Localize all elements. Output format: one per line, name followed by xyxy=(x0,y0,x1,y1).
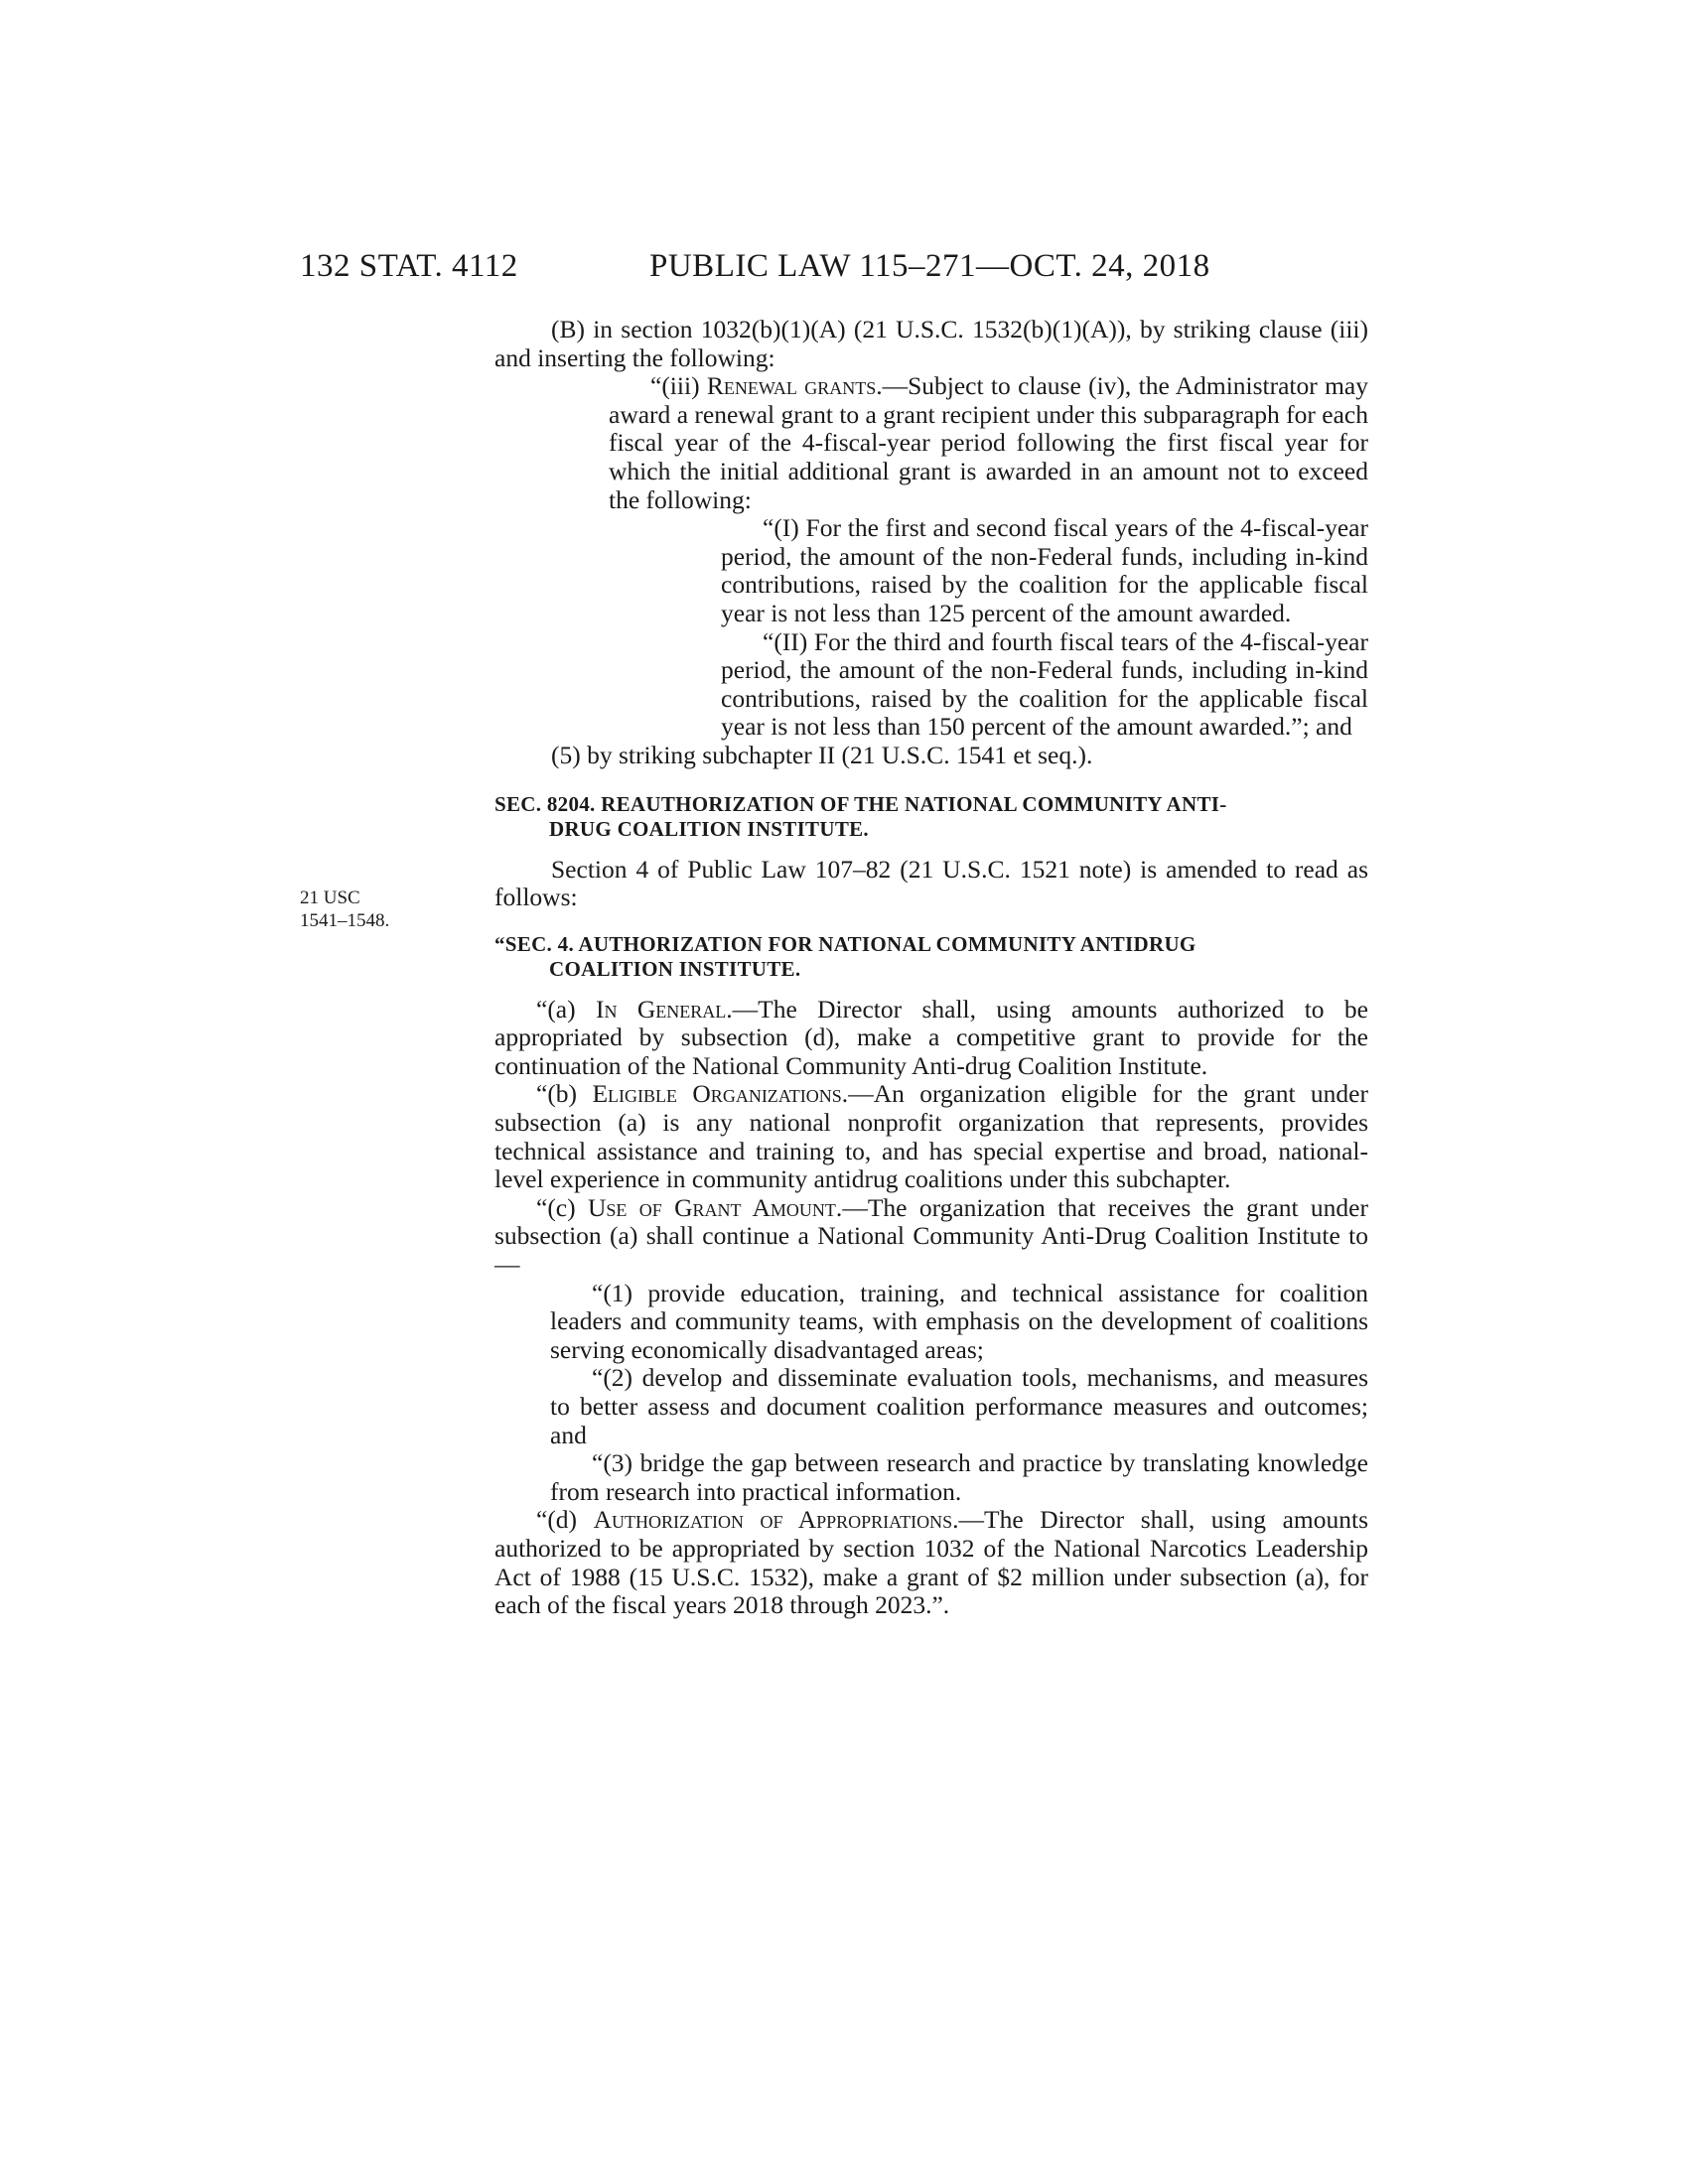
section-4-heading-line2: COALITION INSTITUTE. xyxy=(549,956,801,981)
paragraph-c3: “(3) bridge the gap between research and practice by translating knowledge from research into practical information. xyxy=(550,1448,1368,1506)
paragraph-c1: “(1) provide education, training, and technical assistance for coalition leaders and community teams, with emphasis on the development of coalitions serving economically disadvantaged areas; xyxy=(550,1278,1368,1364)
subsection-d-text: —The Director shall, using amounts authorized to be appropriated by section 1032 of the National Narcotics Leadership Act of 1988 (15 U.S.C. 1532), make a grant of $2 million under subsection (a), for each of the fiscal years 2018 through 2023.”. xyxy=(494,1505,1369,1620)
subsection-a-text: —The Director shall, using amounts authorized to be appropriated by subsection (d), make a competitive grant to provide for the continuation of the National Community Anti-drug Coalition Institute. xyxy=(494,994,1368,1080)
clause-iii xyxy=(494,372,1368,514)
subsection-b-heading: Eligible Organizations. xyxy=(592,1079,849,1109)
clause-iii-heading: Renewal grants. xyxy=(706,371,883,401)
section-8204-heading-line1: SEC. 8204. REAUTHORIZATION OF THE NATIONAL COMMUNITY ANTI- xyxy=(494,791,1227,816)
section-8204-heading-line2: DRUG COALITION INSTITUTE. xyxy=(549,816,869,841)
subsection-a xyxy=(494,996,1368,1081)
body-text xyxy=(494,316,1368,1620)
subsection-b-label: “(b) xyxy=(536,1079,593,1109)
subsection-a-label: “(a) xyxy=(536,994,596,1024)
section-4-heading-line1: “SEC. 4. AUTHORIZATION FOR NATIONAL COMMUNITY ANTIDRUG xyxy=(494,931,1196,956)
subsection-d-heading: Authorization of Appropriations. xyxy=(593,1505,959,1535)
public-law-title: PUBLIC LAW 115–271—OCT. 24, 2018 xyxy=(649,248,1210,284)
section-4-amendment: Section 4 of Public Law 107–82 (21 U.S.C. 1521 note) is amended to read as follows: xyxy=(494,854,1368,912)
paragraph-b: (B) in section 1032(b)(1)(A) (21 U.S.C. 1532(b)(1)(A)), by striking clause (iii) and inserting the following: xyxy=(494,315,1368,372)
clause-iii-label: “(iii) xyxy=(650,371,707,401)
margin-note xyxy=(300,887,429,932)
clause-iii-text: —Subject to clause (iv), the Administrator may award a renewal grant to a grant recipient under this subparagraph for each fiscal year of the 4-fiscal-year period following the first fiscal year for which the initial additional grant is awarded in an amount not to exceed the following: xyxy=(609,371,1368,514)
statute-citation: 132 STAT. 4112 xyxy=(300,248,518,284)
subsection-b xyxy=(494,1080,1368,1193)
paragraph-c2: “(2) develop and disseminate evaluation tools, mechanisms, and measures to better assess and document coalition performance measures and outcomes; and xyxy=(550,1363,1368,1449)
subsection-c-text: —The organization that receives the grant under subsection (a) shall continue a National Community Anti-Drug Coalition Institute to— xyxy=(494,1192,1368,1280)
subsection-d-label: “(d) xyxy=(536,1505,594,1535)
subclause-I: “(I) For the first and second fiscal years of the 4-fiscal-year period, the amount of the non-Federal funds, including in-kind contributions, raised by the coalition for the applicable fiscal year is not less than 125 percent of the amount awarded. xyxy=(721,513,1368,627)
subsection-c-label: “(c) xyxy=(536,1192,588,1222)
section-4-heading xyxy=(494,932,1368,982)
subsection-b-text: —An organization eligible for the grant under subsection (a) is any national nonprofit organization that represents, provides technical assistance and training to, and has special expertise and broad, national-level experience in community antidrug coalitions under this subchapter. xyxy=(494,1079,1368,1194)
paragraph-5: (5) by striking subchapter II (21 U.S.C. 1541 et seq.). xyxy=(551,740,1093,769)
margin-note-line1: 21 USC xyxy=(300,887,360,908)
subsection-d xyxy=(494,1506,1368,1619)
subclause-II: “(II) For the third and fourth fiscal tears of the 4-fiscal-year period, the amount of the non-Federal funds, including in-kind contributions, raised by the coalition for the applicable fiscal year is not less than 150 percent of the amount awarded.”; and xyxy=(721,626,1368,742)
margin-note-line2: 1541–1548. xyxy=(300,910,390,931)
subsection-c-heading: Use of Grant Amount. xyxy=(587,1192,843,1222)
subsection-a-heading: In General. xyxy=(595,994,733,1024)
subsection-c xyxy=(494,1194,1368,1280)
section-8204-heading xyxy=(494,792,1368,842)
